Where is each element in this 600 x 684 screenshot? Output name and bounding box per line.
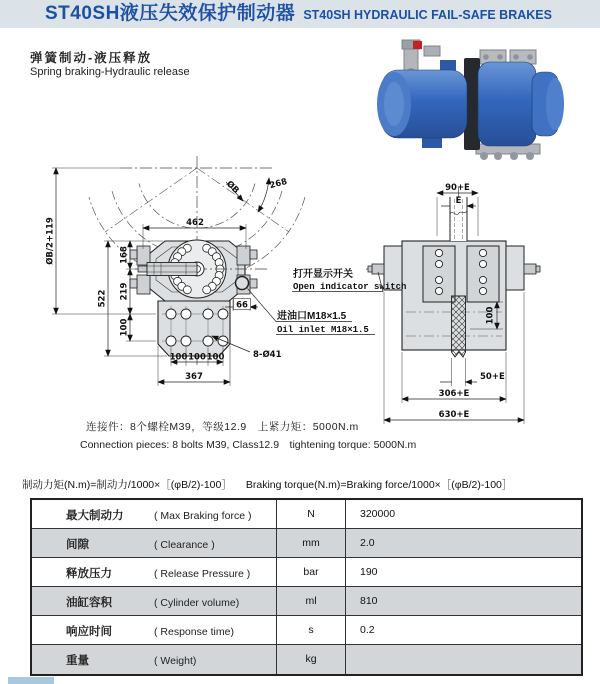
bolt-callout-label: 8-Ø41 [253,350,282,360]
page-corner-tab [8,677,54,684]
page-title-en: ST40SH HYDRAULIC FAIL-SAFE BRAKES [303,8,552,22]
dim-100a-label: 100 [169,352,188,363]
dim-e-label: E [455,196,462,206]
product-photo [352,38,587,166]
oil-inlet-port [236,277,249,290]
switch-callout-cn: 打开显示开关 [293,269,353,280]
torque-formula [22,477,512,492]
spec-table [30,498,583,676]
spec-value: 810 [360,595,378,607]
side-view [366,183,540,424]
side-block-right [506,246,524,290]
torque-formula-cn: 制动力矩(N.m)=制动力/1000×［(φB/2)-100］ [22,479,232,491]
dim-630e-label: 630+E [438,410,470,420]
dim-100b-label: 100 [188,352,206,363]
table-row [32,645,581,674]
dim-side100-label: 100 [485,306,496,325]
table-row [32,616,581,645]
spec-unit: kg [277,645,346,674]
spec-label-cn: 重量 [66,655,89,667]
spec-label-en: ( Release Pressure ) [154,568,251,580]
spec-label-en: ( Weight) [154,655,197,667]
callouts [248,267,407,335]
brake-photo-graphic [377,40,564,160]
page-title-cn: ST40SH液压失效保护制动器 [45,3,296,24]
switch-callout-en: Open indicator switch [293,282,407,292]
spec-label-en: ( Max Braking force ) [154,510,252,522]
spec-unit: s [277,616,346,644]
inlet-callout-en: Oil inlet M18×1.5 [277,325,369,335]
connection-note-en: Connection pieces: 8 bolts M39, Class12.9 tightening torque: 5000N.m [80,439,417,451]
dim-50e-label: 50+E [480,372,505,382]
dim-90e-label: 90+E [445,183,470,193]
actuator-assembly [138,263,197,276]
spec-unit: bar [277,558,346,586]
disc-section-hatched [452,296,466,357]
spec-unit: ml [277,587,346,615]
technical-drawing [15,148,595,440]
spec-value: 190 [360,566,378,578]
subtitle-cn: 弹簧制动-液压释放 [30,51,153,65]
spec-label-en: ( Cylinder volume) [154,597,240,609]
inlet-callout-cn: 进油口M18×1.5 [277,311,347,322]
dim-462-label: 462 [186,218,204,228]
dim-367-label: 367 [185,372,203,382]
table-row [32,500,581,529]
connection-note-cn: 连接件：8个螺栓M39，等级12.9 上紧力矩：5000N.m [86,421,359,433]
spec-value [346,645,581,674]
table-row [32,529,581,558]
dim-522-label: 522 [97,289,108,308]
spec-label-cn: 间隙 [66,539,89,551]
header-band [0,0,600,28]
dim-168-label: 168 [119,246,130,264]
dim-66-label: 66 [236,300,248,311]
spec-label-en: ( Response time) [154,626,234,638]
spec-unit: N [277,500,346,528]
spec-label-cn: 油缸容积 [66,597,112,609]
dim-219-label: 219 [119,282,130,301]
spec-label-cn: 响应时间 [66,626,112,638]
spec-label-cn: 释放压力 [66,568,112,580]
table-row [32,558,581,587]
spec-unit: mm [277,529,346,557]
dim-outer-height-label: ØB/2+119 [45,217,56,265]
spec-label-cn: 最大制动力 [66,510,124,522]
torque-formula-en: Braking torque(N.m)=Braking force/1000×［(φB/2)-100］ [245,479,513,491]
front-view [45,156,306,386]
spec-value: 2.0 [360,537,375,549]
dim-100v-label: 100 [119,318,130,337]
dim-100c-label: 100 [206,352,225,363]
spec-label-en: ( Clearance ) [154,539,215,551]
dim-306e-label: 306+E [438,389,470,399]
table-row [32,587,581,616]
disc-dia-label: ØB [224,179,241,196]
dim-268-label: 268 [268,176,289,192]
spec-value: 320000 [360,508,396,520]
spec-value: 0.2 [360,624,375,636]
dim-268-arc [258,178,269,212]
subtitle-en: Spring braking-Hydraulic release [30,66,190,78]
